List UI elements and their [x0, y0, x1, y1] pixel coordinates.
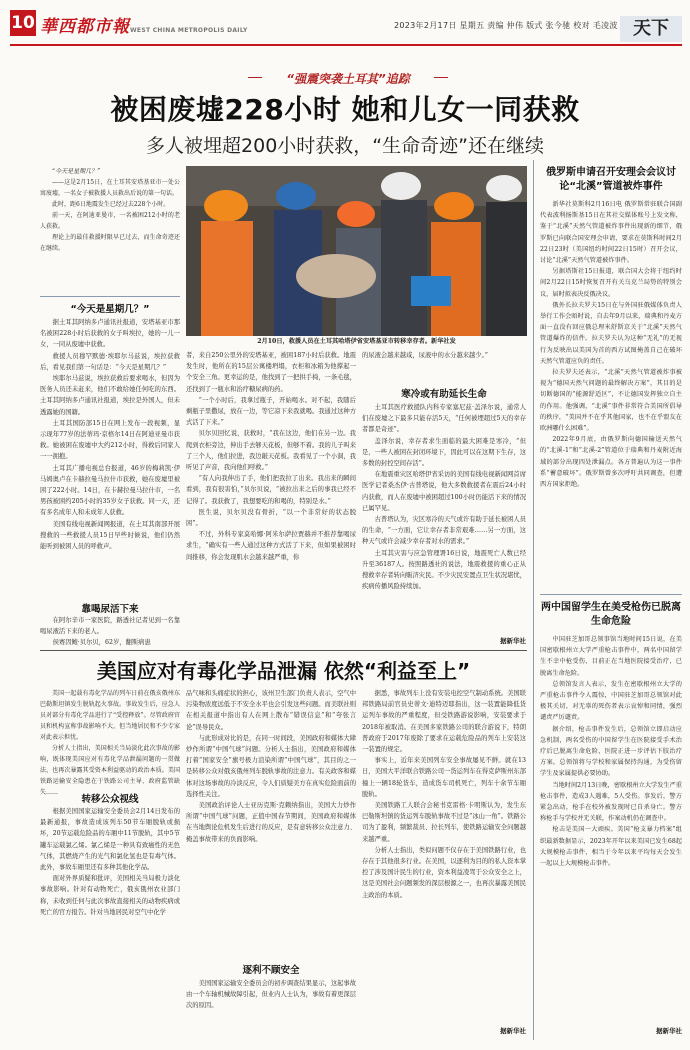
body-paragraph: 土耳其灾害与应急管理署16日说，地震死亡人数已经升至36187人。按照路透社的说法，地震救援的重心正从搜救幸存者转向赈济灾民。不少灾民安置点卫生状况堪忧，疾病传播风险持续加。 [362, 549, 526, 591]
body-paragraph: “一个小时后，我拿过瓶子，开始喝水。对不起，我随后剩瓶子里撒尿，放在一边，等它凉下来我就喝。我通过这种方式活了下来。” [186, 396, 357, 427]
body-paragraph: 美国有线电视新闻网报道，在土耳其南部开展搜救的一些救援人员15日早些时候说，他们仍然能听到被困人员的呼救声。 [40, 520, 180, 551]
sidebar1-body [540, 199, 682, 589]
body-paragraph: 古普塔认为，灾区寒冷的天气或许有助于延长被困人员的生命，“一方面，它让幸存者非常艰难……另一方面，这种天气或许会减少幸存者对水的需求。” [362, 516, 526, 546]
body-paragraph: 美国国家运输安全委员会的初步调查结果显示，这起事故由一个车轴机械故障引起，但业内人士认为，事故有着更深层次的原因。 [186, 980, 357, 1010]
rescue-photo-illustration [186, 166, 527, 336]
story1-col3 [362, 350, 526, 374]
story2-col2 [186, 688, 356, 952]
body-paragraph: 俄外长拉夫罗夫15日在与外国驻俄媒体负责人举行工作会晤时说，自去年9月以来，瑞典和丹麦方面一直没有回应俄总理米舒斯京关于“北溪”天然气管道爆炸的信件。拉夫罗夫认为这种“无礼”的无视行为反映出以美国为首的西方试图掩盖自己在破坏天然气管道应负的责任。 [540, 301, 682, 365]
body-paragraph: 据土耳其阿纳多卢通讯社报道，安塔基亚市那名被困228小时后获救的女子叫埃拉，她的一儿一女，一同从废墟中获救。 [40, 319, 180, 349]
body-paragraph: 土耳其国防部15日在网上发布一段视频，显示现年77岁的法蒂玛·京格尔14日在阿迪亚曼市获救。她被困在废墟中大约212小时，得救后同家人一一拥抱。 [40, 419, 180, 461]
body-paragraph: 贝尔贝回忆说，获救时，“我在这边，他们在另一边。我爬到衣柜旁边，伸出手去够天花板，但够不着。我的儿子叫来了三个人，他们拉进，我边敲天花板。我看见了一个小洞，我听见了声音，我向他们呼救。” [186, 430, 357, 472]
sidebar2-body [540, 634, 682, 1022]
body-paragraph: 中国驻芝加哥总领事馆当地时间15日说，在美国密歇根州立大学严重枪击事件中，两名中国留学生不幸中枪受伤，目前正在当地医院接受治疗，已脱离生命危险。 [540, 636, 682, 677]
story2-intro [40, 688, 180, 796]
story1-col3b [362, 402, 526, 634]
subheading-profit: 逐利不顾安全 [242, 965, 300, 976]
body-paragraph: 的尿液会越来越咸，尿液中的水分越来越少。” [362, 352, 489, 359]
sidebar2-headline: 两中国留学生在美受枪伤已脱离生命危险 [541, 602, 681, 627]
story1-col1 [40, 317, 180, 599]
story1-col1b [40, 615, 180, 649]
story2-top-rule [40, 650, 527, 651]
body-paragraph: 与此形成对比的是，在同一时间段，美国政府和媒体大肆炒作所谓“中国气球”问题。分析人士指出，美国政府和媒体打着“国家安全”旗号极力渲染所谓“中国气球”，其目的之一是转移公众对俄亥俄州列车脱轨事故的注意力。有关政客和媒体对这场事故的冷淡反应，令人们质疑美方在真实危险面前的选择性关注。 [186, 734, 357, 798]
photo-caption: 2月10日，救援人员在土耳其哈塔伊省安塔基亚市转移幸存者。新华社发 [257, 338, 456, 345]
body-paragraph: 美国铁路工人联合会秘书克雷格·卡明斯认为，发生东巴勒斯坦镇的货运列车脱轨事故不过是“冰山一角”。铁路公司为了盈利，频繁裁员、拉长列车，使铁路运输安全问题越来越严重。 [362, 802, 526, 843]
body-paragraph: 在阿尔辛市一家医院，路透社记者见到一名靠喝尿液活下来的老人。 [40, 617, 180, 636]
main-subheadline: 多人被埋超200小时获救，“生命奇迹”还在继续 [146, 135, 544, 157]
intro-paragraph: “今天是星期几？” [52, 168, 101, 175]
dateline: 2023年2月17日 星期五 责编 仲伟 版式 张今驰 校对 毛凌波 [394, 21, 618, 30]
kicker-rule-left [248, 77, 262, 78]
body-paragraph: 救援人员穆罕默德·埃耶尔马兹说，埃拉获救后，看见我们第一句话是：“今天是星期几？” [40, 352, 180, 371]
intro-paragraph: 理论上的最佳救援时限早已过去，而生命奇迹还在继续。 [40, 234, 180, 252]
story2-col3 [362, 688, 526, 1022]
rescue-photo [186, 166, 527, 336]
body-paragraph: 2022年9月底，由俄罗斯向德国输送天然气的“北溪-1”和“北溪-2”管道位于瑞典和丹麦附近海域的部分出现四处泄漏点。各方普遍认为这一事件系“蓄意破坏”。俄罗斯曾多次呼吁共同调查，但遭西方国家拒绝。 [540, 436, 682, 489]
series-kicker: “强震突袭土耳其”追踪 [286, 72, 410, 86]
body-paragraph: 美国政治评论人士亚历克斯·克赖纳指出，美国大力炒作所谓“中国气球”问题，正值中国春节期间，美国政府和媒体在当地舆论危机发生后进行的反应，是有意转移公众注意力、掩盖事故带来的负面影响。 [186, 802, 357, 843]
story2-headline: 美国应对有毒化学品泄漏 依然“利益至上” [96, 659, 471, 683]
body-paragraph: 品气味和头痛症状的担心，该州卫生部门负责人表示，空气中污染物浓度远低于不安全水平也会引发这些问题。而美联社则在相关报道中指出有人在网上散布“错误信息”和“夸张言论”误导民众。 [186, 690, 357, 731]
newspaper-english-name: WEST CHINA METROPOLIS DAILY [130, 27, 248, 34]
body-paragraph: “有人向我伸出了手，他们把我拉了出来。我出来的瞬间看到，我有很害怕，”贝尔贝说，“被拉出来之后的事我已经不记得了。我获救了，我想要吃的和喝的，特别是水。” [186, 475, 356, 505]
body-paragraph: 总领馆发言人表示，发生在密歇根州立大学的严重枪击事件令人震惊，中国驻芝加哥总领馆对此极其关切，对无辜的死伤者表示哀悼和同情，强烈谴责严厉谴责。 [540, 680, 682, 722]
subheading-cold: 寒冷或有助延长生命 [401, 389, 487, 400]
subheading-attention: 转移公众视线 [81, 794, 139, 805]
newspaper-logo: 華西都市報 [40, 17, 130, 37]
body-paragraph: 根据美国国家运输安全委员会2月14日发布的最新通报，事故造成该列车50节车厢脱轨或损坏，20节运载危险品的车厢中11节脱轨，其中5节罐车运载氯乙烯。氯乙烯是一种具有致癌性的无色气体，其燃烧产生的光气和氯化氢也是有毒气体。此外，事故车厢里还有多种其他化学品。 [40, 808, 180, 872]
body-paragraph: 埃耶尔马兹说，埃拉获救后要求喝水，但因为医务人员还未赶来，他们不敢给她任何吃的东西。土耳其阿纳多卢通讯社报道，埃拉是外国人，但未透露她的国籍。 [40, 375, 180, 416]
intro-paragraph: 此时，距6日地震发生已经过去228个小时。 [52, 201, 170, 208]
body-paragraph: 枪击是美国一大顽疾。美国“枪支暴力档案”组织最新数据显示，2023年开年以来美国已发生68起大规模枪击事件，相当于今年以来平均每天会发生一起以上大规模枪击事件。 [540, 826, 682, 868]
body-paragraph: 面对外界质疑和批评，美国相关当局极力淡化事故影响。针对有动物死亡，俄亥俄州农业部门称，未收到任何与此次事故直接相关的动物疾病或死亡的官方报告。针对当地居民对空气中化学 [40, 875, 180, 916]
body-paragraph: 者，来自250公里外的安塔基亚，被困187小时后获救。地震发生时，他所在的15层公寓楼坍塌，衣柜和冰箱为他撑起一个安全三角。更幸运的是，他找到了一把拱手椅，一条毛毯，还找到了一瓶水和治疗糖尿病的药。 [186, 352, 357, 393]
page-number: 10 [10, 10, 36, 36]
sidebar-divider [540, 594, 682, 595]
intro-paragraph: ——这是2月15日，在土耳其安塔基亚市一处公寓废墟，一名女子被救援人员救出后说的第一句话。 [40, 179, 180, 197]
intro-paragraph: 美国一起载有毒化学品的列车日前在俄亥俄州东巴勒斯坦镇发生脱轨起火事故。事故发生后，应急人员对部分有毒化学品进行了“受控释放”。尽管政府官员和机构宣称事故影响不大，但当地居民和不少专家对此表示担忧。 [40, 690, 180, 741]
body-paragraph: 另据塔斯社15日报道，联合国大会将于纽约时间2月22日15时恢复召开有关乌克兰局势的特别会议，届时拟表决反俄决议。 [540, 268, 682, 298]
section-label: 天下 [620, 16, 682, 42]
intro-paragraph: 分析人士指出，美国相关当局淡化此次事故的影响，既体现美国应对有毒化学品泄漏问题的一贯做法，也再次暴露其受资本利益驱动的政治本质。美国铁路运输安全隐患在于铁路公司主导、政府监管缺失…… [40, 745, 180, 796]
body-paragraph: 事实上，近年来美国列车安全事故屡见不鲜。就在13日，美国大平洋联合铁路公司一货运列车在得克萨斯州东部撞上一辆18轮货车，造成货车司机死亡，列车十余节车厢脱轨。 [362, 757, 526, 798]
intro-divider [40, 296, 180, 297]
body-paragraph: 医生说，贝尔贝没有骨折，“以一个非常好的状态脱困”。 [186, 508, 356, 528]
story1-intro [40, 166, 180, 290]
body-paragraph: 当地时间2月13日晚，密歇根州立大学发生严重枪击事件，造成3人遇难，5人受伤。事发后，警方紧急出动，枪手在校外被发现时已自杀身亡。警方称枪手与学校并无关联，作案动机仍在调查中。 [540, 781, 682, 823]
body-paragraph: 土耳其医疗救援队内科专家塞尼兹·盖泽尔说，通常人们在废墟之下最多只能存活5天，“任何被埋超过5天的幸存者都是奇迹”。 [362, 404, 526, 434]
body-paragraph: 在地震重灾区哈塔伊省采访的美国有线电视新闻网首席医学记者桑杰伊·古普塔说，他大多数救援者在震后24小时内获救，而人在废墟中被困超过100小时仍能活下来的情况已属罕见。 [362, 471, 526, 512]
body-paragraph: 盖泽尔说，幸存者求生面临的最大困难是寒冷，“但是，一些人被困在封闭环境下，因此可以在这期下生存，这多数的封控空间存活”。 [362, 437, 526, 468]
masthead [0, 0, 690, 46]
main-headline: 被困废墟228小时 她和儿女一同获救 [110, 93, 580, 126]
body-paragraph: 土耳其广播电视总台报道，46岁的梅莉凯·伊马姆奥卢在卡赫拉曼马拉什市获救，她在废墟里被困了222小时。14日，在卡赫拉曼马拉什市，一名男孩被困约205小时的35岁女子获救。同一天，还有多名成年人和未成年人获救。 [40, 464, 180, 517]
body-paragraph: 据介绍，枪击事件发生后，总领馆立即启动应急机制，两名受伤的中国留学生在医院接受手术治疗后已脱离生命危险，医院正进一步评估下肢治疗方案。总领馆将与学校和家属保持沟通，为受伤留学生及家属提供必要协助。 [540, 725, 682, 778]
column-separator [533, 160, 534, 1040]
body-paragraph: 不过，外科专家莫哈娜·阿米尔萨拉贾赫并不推荐靠喝尿求生，“确实有一些人通过这种方式活了下来，但如果被困时间推移，你会发现肌水会越来越严重，你 [186, 531, 356, 561]
sidebar2-credit: 据新华社 [656, 1027, 682, 1035]
body-paragraph: 侯赛因鲍·贝尔贝，62岁，翻斯病患 [52, 639, 151, 647]
body-paragraph: 据悉，事故列车上没有安装电控空气制动系统。美国联邦铁路局前官员史蒂文·迪特迈耶指出，这一装置能降低货运列车事故的严重程度，但受铁路游说影响，安装要求于2018年被取消。在美国多家铁路公司的联合游说下，特朗普政府于2017年废除了要求在运载危险品的列车上安装这一装置的规定。 [362, 690, 526, 754]
intro-paragraph: 前一天，在阿迪亚曼市，一名被困212小时的老人获救。 [40, 212, 180, 230]
story1-credit: 据新华社 [500, 637, 526, 645]
body-paragraph: 新华社莫斯科2月16日电 俄罗斯常驻联合国副代表波利扬斯基15日在其社交媒体账号上发文称，鉴于“北溪”天然气管道被炸事件出现新的细节，俄罗斯已向联合国安理会申请，要求在莫斯科时间2月22日23时（美国纽约时间22日15时）召开会议，讨论“北溪”天然气管道被炸事件。 [540, 201, 682, 265]
masthead-rule [10, 44, 682, 46]
body-paragraph: 分析人士指出，类似问题不仅存在于美国铁路行业，也存在于其他很多行业。在美国，以逐利为目的的私人资本掌控了涉及国计民生的行业，资本利益凌驾于公众安全之上，这是美国社会问题频发的深层根源之一，也再次暴露美国民主政治的本质。 [362, 846, 526, 899]
story1-col2 [186, 350, 356, 648]
kicker-rule-right [434, 77, 448, 78]
subheading-day: “今天是星期几？” [70, 304, 150, 315]
subheading-urine: 靠喝尿活下来 [81, 604, 139, 615]
story2-credit: 据新华社 [500, 1027, 526, 1035]
body-paragraph: 拉夫罗夫还表示，“北溪”天然气管道被炸事被视为“德国天然气问题的最终解决方案”，其目的是切断德国的“能源舒适区”，不让德国发挥独立自主的作用。他强调，“北溪”事件非常符合美国所倡导的秩序，“美国并不在乎其他国家，也不在乎盟友在欧洲哪什么困难”。 [540, 369, 682, 433]
sidebar1-headline: 俄罗斯申请召开安理会会议讨论“北溪”管道被炸事件 [546, 167, 676, 192]
story2-col2b [186, 978, 356, 1036]
story2-col1 [40, 806, 180, 1038]
